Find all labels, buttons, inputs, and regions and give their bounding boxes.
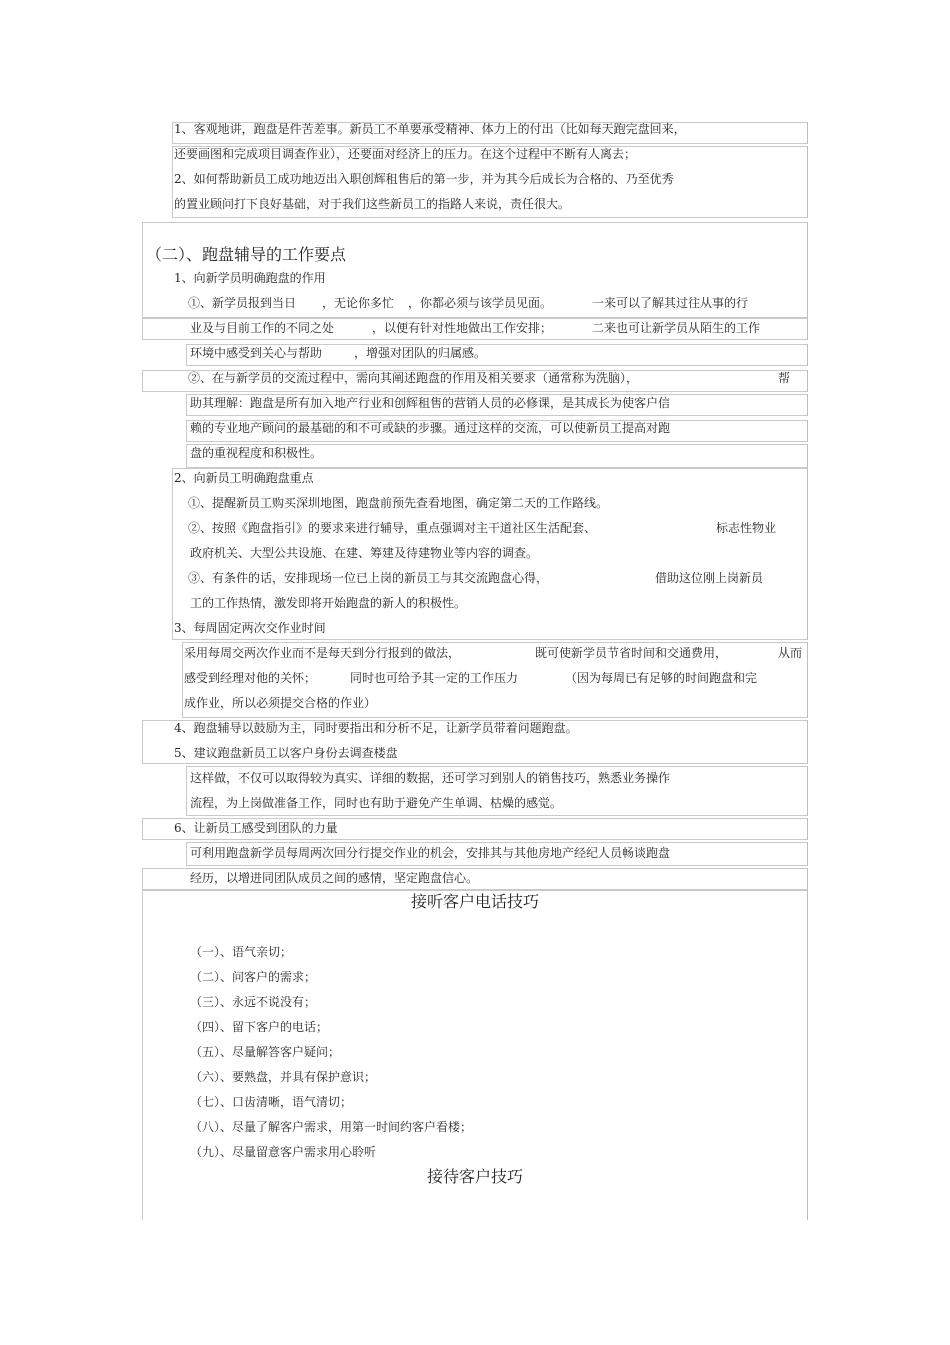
point-6-line-b: 经历，以增进同团队成员之间的感情，坚定跑盘信心。 bbox=[190, 871, 479, 885]
point-1-line-b1: 业及与目前工作的不同之处 bbox=[190, 321, 335, 335]
point-1-line-d1: ②、在与新学员的交流过程中，需向其阐述跑盘的作用及相关要求（通常称为洗脑）， bbox=[188, 371, 639, 385]
point-6-line-a: 可利用跑盘新学员每周两次回分行提交作业的机会，安排其与其他房地产经纪人员畅谈跑盘 bbox=[190, 846, 671, 860]
point-3-line-b2: 同时也可给予其一定的工作压力 bbox=[350, 671, 519, 685]
phone-skill-item: （一）、语气亲切； bbox=[190, 945, 293, 959]
point-5-title: 5、建议跑盘新员工以客户身份去调查楼盘 bbox=[174, 746, 398, 760]
point-3-line-a1: 采用每周交两次作业而不是每天到分行报到的做法， bbox=[184, 646, 461, 660]
point-2-line-b2: 标志性物业 bbox=[716, 521, 777, 535]
point-4-title: 4、跑盘辅导以鼓励为主，同时要指出和分析不足，让新学员带着问题跑盘。 bbox=[174, 721, 578, 735]
intro-line-2: 还要画图和完成项目调查作业），还要面对经济上的压力。在这个过程中不断有人离去； bbox=[174, 147, 637, 161]
intro-line-1: 1、客观地讲，跑盘是件苦差事。新员工不单要承受精神、体力上的付出（比如每天跑完盘回来， bbox=[174, 122, 686, 136]
phone-skill-item: （五）、尽量解答客户疑问； bbox=[190, 1045, 341, 1059]
point-2-line-c: 政府机关、大型公共设施、在建、筹建及待建物业等内容的调查。 bbox=[190, 546, 539, 560]
point-2-line-d1: ③、有条件的话，安排现场一位已上岗的新员工与其交流跑盘心得， bbox=[188, 571, 549, 585]
point-1-line-b3: 二来也可让新学员从陌生的工作 bbox=[592, 321, 761, 335]
point-5-line-b: 流程，为上岗做准备工作，同时也有助于避免产生单调、枯燥的感觉。 bbox=[190, 796, 563, 810]
phone-skill-item: （九）、尽量留意客户需求用心聆听 bbox=[190, 1145, 377, 1159]
point-1-line-a1: ①、新学员报到当日 bbox=[188, 296, 297, 310]
phone-skill-item: （八）、尽量了解客户需求，用第一时间约客户看楼； bbox=[190, 1120, 473, 1134]
phone-skill-item: （七）、口齿清晰，语气清切； bbox=[190, 1095, 353, 1109]
point-3-line-b1: 感受到经理对他的关怀； bbox=[184, 671, 317, 685]
point-1-line-a2: ，无论你多忙 bbox=[322, 296, 395, 310]
point-3-line-b3: （因为每周已有足够的时间跑盘和完 bbox=[565, 671, 758, 685]
point-3-title: 3、每周固定两次交作业时间 bbox=[174, 621, 326, 635]
point-2-line-d2: 借助这位刚上岗新员 bbox=[655, 571, 764, 585]
point-2-title: 2、向新员工明确跑盘重点 bbox=[174, 471, 314, 485]
phone-skill-item: （四）、留下客户的电话； bbox=[190, 1020, 329, 1034]
point-1-line-b2: ，以便有针对性地做出工作安排； bbox=[372, 321, 553, 335]
point-1-line-d2: 帮 bbox=[778, 371, 791, 385]
phone-skill-item: （二）、问客户的需求； bbox=[190, 970, 317, 984]
point-1-line-c1: 环境中感受到关心与帮助 bbox=[190, 346, 323, 360]
point-1-line-e: 助其理解：跑盘是所有加入地产行业和创辉租售的营销人员的必修课，是其成长为使客户信 bbox=[190, 396, 671, 410]
intro-line-3: 2、如何帮助新员工成功地迈出入职创辉租售后的第一步，并为其今后成长为合格的、乃至优秀 bbox=[174, 172, 674, 186]
intro-line-4: 的置业顾问打下良好基础，对于我们这些新员工的指路人来说，责任很大。 bbox=[174, 197, 571, 211]
phone-skills-title: 接听客户电话技巧 bbox=[410, 892, 539, 911]
point-2-line-a: ①、提醒新员工购买深圳地图，跑盘前预先查看地图，确定第二天的工作路线。 bbox=[188, 496, 609, 510]
point-1-line-g: 盘的重视程度和积极性。 bbox=[190, 446, 323, 460]
point-2-line-b1: ②、按照《跑盘指引》的要求来进行辅导，重点强调对主干道社区生活配套、 bbox=[188, 521, 597, 535]
point-6-title: 6、让新员工感受到团队的力量 bbox=[174, 821, 338, 835]
point-2-line-e: 工的工作热情，激发即将开始跑盘的新人的积极性。 bbox=[190, 596, 467, 610]
phone-skill-item: （六）、要熟盘，并具有保护意识； bbox=[190, 1070, 377, 1084]
point-1-line-f: 赖的专业地产顾问的最基础的和不可或缺的步骤。通过这样的交流，可以使新员工提高对跑 bbox=[190, 421, 671, 435]
point-3-line-c: 成作业，所以必须提交合格的作业） bbox=[184, 696, 377, 710]
section-heading: （二）、跑盘辅导的工作要点 bbox=[146, 245, 347, 264]
point-1-line-c2: ，增强对团队的归属感。 bbox=[354, 346, 487, 360]
phone-skill-item: （三）、永远不说没有； bbox=[190, 995, 317, 1009]
point-3-line-a3: 从而 bbox=[778, 646, 803, 660]
point-1-title: 1、向新学员明确跑盘的作用 bbox=[174, 271, 326, 285]
point-5-line-a: 这样做，不仅可以取得较为真实、详细的数据，还可学习到别人的销售技巧，熟悉业务操作 bbox=[190, 771, 671, 785]
point-3-line-a2: 既可使新学员节省时间和交通费用， bbox=[535, 646, 728, 660]
point-1-line-a3: ，你都必须与该学员见面。 bbox=[408, 296, 553, 310]
point-1-line-a4: 一来可以了解其过往从事的行 bbox=[592, 296, 749, 310]
reception-skills-title: 接待客户技巧 bbox=[426, 1167, 523, 1186]
